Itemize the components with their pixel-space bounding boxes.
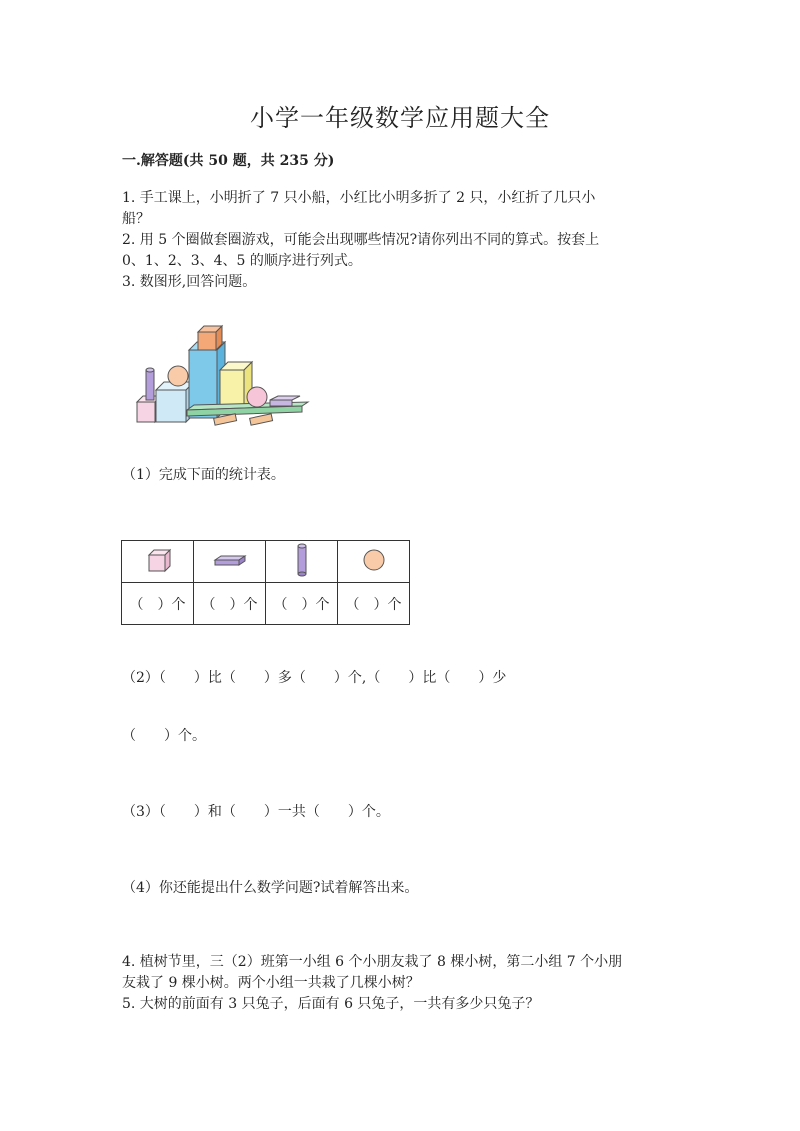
table-cell-cube (122, 541, 194, 583)
question-3-part-2-line-1: （2）（ ）比（ ）多（ ）个,（ ）比（ ）少 (122, 670, 507, 686)
question-4-line-2: 友栽了 9 棵小树。两个小组一共栽了几棵小树？ (122, 975, 420, 991)
question-3-part-2-line-2: （ ）个。 (122, 728, 206, 744)
cylinder-icon (295, 542, 309, 578)
table-row-shapes (122, 541, 410, 583)
table-cell-sphere (338, 541, 410, 583)
question-4-line-1: 4. 植树节里，三（2）班第一小组 6 个小朋友栽了 8 棵小树，第二小组 7 个小朋 (122, 954, 623, 970)
question-1-line-2: 船？ (122, 211, 150, 227)
stacked-shapes-figure (132, 320, 312, 430)
question-5: 5. 大树的前面有 3 只兔子，后面有 6 只兔子，一共有多少只兔子？ (122, 996, 540, 1012)
table-cell-cylinder (266, 541, 338, 583)
section-heading: 一.解答题(共 50 题，共 235 分) (122, 153, 335, 169)
table-cell-cuboid (194, 541, 266, 583)
cuboid-icon (212, 550, 248, 570)
rolling-cylinder-shapes (214, 414, 273, 425)
question-3-part-3: （3）（ ）和（ ）一共（ ）个。 (122, 804, 390, 820)
cube-icon (143, 545, 173, 575)
question-3-part-1: （1）完成下面的统计表。 (122, 467, 285, 483)
sphere-shape-pink (247, 387, 267, 407)
question-3: 3. 数图形,回答问题。 (122, 274, 257, 290)
orange-cube-shape (198, 326, 222, 350)
table-blank-cell: （ ）个 (194, 583, 266, 625)
sphere-icon (361, 547, 387, 573)
question-2-line-1: 2. 用 5 个圈做套圈游戏，可能会出现哪些情况?请你列出不同的算式。按套上 (122, 232, 600, 248)
statistics-table (121, 540, 410, 625)
page-title: 小学一年级数学应用题大全 (250, 104, 550, 132)
table-blank-cell: （ ）个 (122, 583, 194, 625)
purple-cylinder-shape (146, 368, 154, 400)
sphere-shape-top (168, 366, 188, 386)
table-blank-cell: （ ）个 (338, 583, 410, 625)
question-1-line-1: 1. 手工课上，小明折了 7 只小船，小红比小明多折了 2 只，小红折了几只小 (122, 190, 596, 206)
table-row-blanks (122, 583, 410, 625)
table-blank-cell: （ ）个 (266, 583, 338, 625)
question-3-part-4: （4）你还能提出什么数学问题?试着解答出来。 (122, 880, 419, 896)
question-2-line-2: 0、1、2、3、4、5 的顺序进行列式。 (122, 253, 362, 269)
